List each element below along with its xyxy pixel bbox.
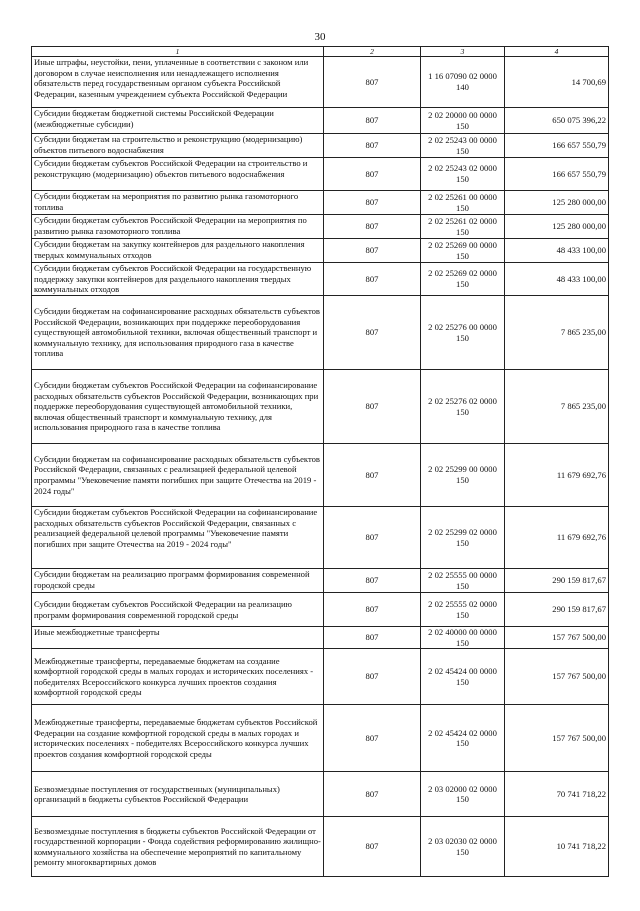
row-amount: 11 679 692,76 [505,507,609,569]
row-budget-code: 2 02 25261 00 0000 150 [421,191,505,215]
row-admin-code: 807 [324,627,421,649]
row-name: Безвозмездные поступления в бюджеты субъектов Российской Федерации от государственной корпорации - Фонда содействия реформированию жилищно-коммунального хозяйства на обеспечение мероприятий по капитальному ремонту многоквартирных домов [32,817,324,877]
row-amount: 7 865 235,00 [505,296,609,370]
row-budget-code: 2 02 45424 00 0000 150 [421,649,505,705]
table-header-row [32,47,609,57]
row-name: Межбюджетные трансферты, передаваемые бюджетам на создание комфортной городской среды в малых городах и исторических поселениях - победителях Всероссийского конкурса лучших проектов создания комфортной городской среды [32,649,324,705]
row-name: Субсидии бюджетам субъектов Российской Федерации на строительство и реконструкцию (модернизацию) объектов питьевого водоснабжения [32,158,324,191]
table-row [32,705,609,772]
row-name: Субсидии бюджетам на софинансирование расходных обязательств субъектов Российской Федерации, возникающих при поддержке переоборудования существующей автомобильной техники, включая общественный транспорт и коммунальную технику, для использования природного газа в качестве топлива [32,296,324,370]
row-amount: 7 865 235,00 [505,370,609,444]
row-budget-code: 2 02 40000 00 0000 150 [421,627,505,649]
row-budget-code: 2 02 25299 02 0000 150 [421,507,505,569]
row-name: Субсидии бюджетам субъектов Российской Федерации на реализацию программ формирования современной городской среды [32,593,324,627]
row-name: Субсидии бюджетам на строительство и реконструкцию (модернизацию) объектов питьевого водоснабжения [32,134,324,158]
row-name: Субсидии бюджетам субъектов Российской Федерации на государственную поддержку закупки контейнеров для раздельного накопления твердых коммунальных отходов [32,263,324,296]
row-budget-code: 2 02 25299 00 0000 150 [421,444,505,507]
row-admin-code: 807 [324,705,421,772]
row-budget-code: 2 03 02000 02 0000 150 [421,772,505,817]
row-amount: 166 657 550,79 [505,134,609,158]
table-row [32,191,609,215]
row-amount: 157 767 500,00 [505,649,609,705]
row-admin-code: 807 [324,158,421,191]
row-budget-code: 2 02 25555 02 0000 150 [421,593,505,627]
row-budget-code: 1 16 07090 02 0000 140 [421,57,505,108]
row-name: Иные штрафы, неустойки, пени, уплаченные в соответствии с законом или договором в случае неисполнения или ненадлежащего исполнения обязательств перед государственным органом субъекта Российской Федерации, казенным учреждением субъекта Российской Федерации [32,57,324,108]
row-admin-code: 807 [324,370,421,444]
row-budget-code: 2 02 25555 00 0000 150 [421,569,505,593]
row-budget-code: 2 02 25276 02 0000 150 [421,370,505,444]
row-amount: 70 741 718,22 [505,772,609,817]
row-name: Субсидии бюджетам субъектов Российской Федерации на софинансирование расходных обязательств субъектов Российской Федерации, связанных с реализацией федеральной целевой программы "Увековечение памяти погибших при защите Отечества на 2019 - 2024 годы" [32,507,324,569]
row-admin-code: 807 [324,215,421,239]
row-admin-code: 807 [324,507,421,569]
table-row [32,263,609,296]
row-admin-code: 807 [324,444,421,507]
row-amount: 290 159 817,67 [505,593,609,627]
row-name: Субсидии бюджетам на закупку контейнеров для раздельного накопления твердых коммунальных отходов [32,239,324,263]
row-admin-code: 807 [324,108,421,134]
row-admin-code: 807 [324,296,421,370]
table-row [32,215,609,239]
row-amount: 48 433 100,00 [505,263,609,296]
budget-table [31,46,609,877]
table-row [32,444,609,507]
row-admin-code: 807 [324,649,421,705]
row-budget-code: 2 02 45424 02 0000 150 [421,705,505,772]
row-amount: 11 679 692,76 [505,444,609,507]
row-amount: 125 280 000,00 [505,191,609,215]
table-row [32,239,609,263]
row-amount: 125 280 000,00 [505,215,609,239]
row-name: Иные межбюджетные трансферты [32,627,324,649]
row-amount: 10 741 718,22 [505,817,609,877]
row-admin-code: 807 [324,817,421,877]
row-budget-code: 2 02 20000 00 0000 150 [421,108,505,134]
row-budget-code: 2 03 02030 02 0000 150 [421,817,505,877]
row-admin-code: 807 [324,263,421,296]
row-amount: 650 075 396,22 [505,108,609,134]
table-row [32,627,609,649]
column-header: 3 [421,47,505,57]
row-name: Субсидии бюджетам на мероприятия по развитию рынка газомоторного топлива [32,191,324,215]
row-budget-code: 2 02 25269 02 0000 150 [421,263,505,296]
row-name: Межбюджетные трансферты, передаваемые бюджетам субъектов Российской Федерации на создание комфортной городской среды в малых городах и исторических поселениях - победителях Всероссийского конкурса лучших проектов создания комфортной городской среды [32,705,324,772]
row-admin-code: 807 [324,593,421,627]
table-row [32,507,609,569]
column-header: 4 [505,47,609,57]
column-header: 1 [32,47,324,57]
row-admin-code: 807 [324,239,421,263]
row-name: Безвозмездные поступления от государственных (муниципальных) организаций в бюджеты субъектов Российской Федерации [32,772,324,817]
row-admin-code: 807 [324,569,421,593]
row-admin-code: 807 [324,772,421,817]
row-amount: 166 657 550,79 [505,158,609,191]
row-name: Субсидии бюджетам субъектов Российской Федерации на мероприятия по развитию рынка газомоторного топлива [32,215,324,239]
page-number: 30 [314,31,326,43]
row-amount: 48 433 100,00 [505,239,609,263]
table-row [32,649,609,705]
row-admin-code: 807 [324,191,421,215]
row-name: Субсидии бюджетам на софинансирование расходных обязательств субъектов Российской Федерации, связанных с реализацией федеральной целевой программы "Увековечение памяти погибших при защите Отечества на 2019 - 2024 годы" [32,444,324,507]
column-header: 2 [324,47,421,57]
row-amount: 14 700,69 [505,57,609,108]
table-row [32,817,609,877]
table-row [32,296,609,370]
row-amount: 157 767 500,00 [505,705,609,772]
row-admin-code: 807 [324,57,421,108]
table-row [32,57,609,108]
table-row [32,772,609,817]
table-row [32,593,609,627]
table-row [32,370,609,444]
row-budget-code: 2 02 25269 00 0000 150 [421,239,505,263]
row-name: Субсидии бюджетам на реализацию программ формирования современной городской среды [32,569,324,593]
row-amount: 290 159 817,67 [505,569,609,593]
row-budget-code: 2 02 25276 00 0000 150 [421,296,505,370]
row-amount: 157 767 500,00 [505,627,609,649]
row-name: Субсидии бюджетам субъектов Российской Федерации на софинансирование расходных обязательств субъектов Российской Федерации, возникающих при поддержке переоборудования существующей автомобильной техники, включая общественный транспорт и коммунальную технику, для использования природного газа в качестве топлива [32,370,324,444]
table-row [32,108,609,134]
row-admin-code: 807 [324,134,421,158]
table-row [32,134,609,158]
row-budget-code: 2 02 25243 02 0000 150 [421,158,505,191]
table-row [32,569,609,593]
table-row [32,158,609,191]
row-budget-code: 2 02 25243 00 0000 150 [421,134,505,158]
row-name: Субсидии бюджетам бюджетной системы Российской Федерации (межбюджетные субсидии) [32,108,324,134]
row-budget-code: 2 02 25261 02 0000 150 [421,215,505,239]
